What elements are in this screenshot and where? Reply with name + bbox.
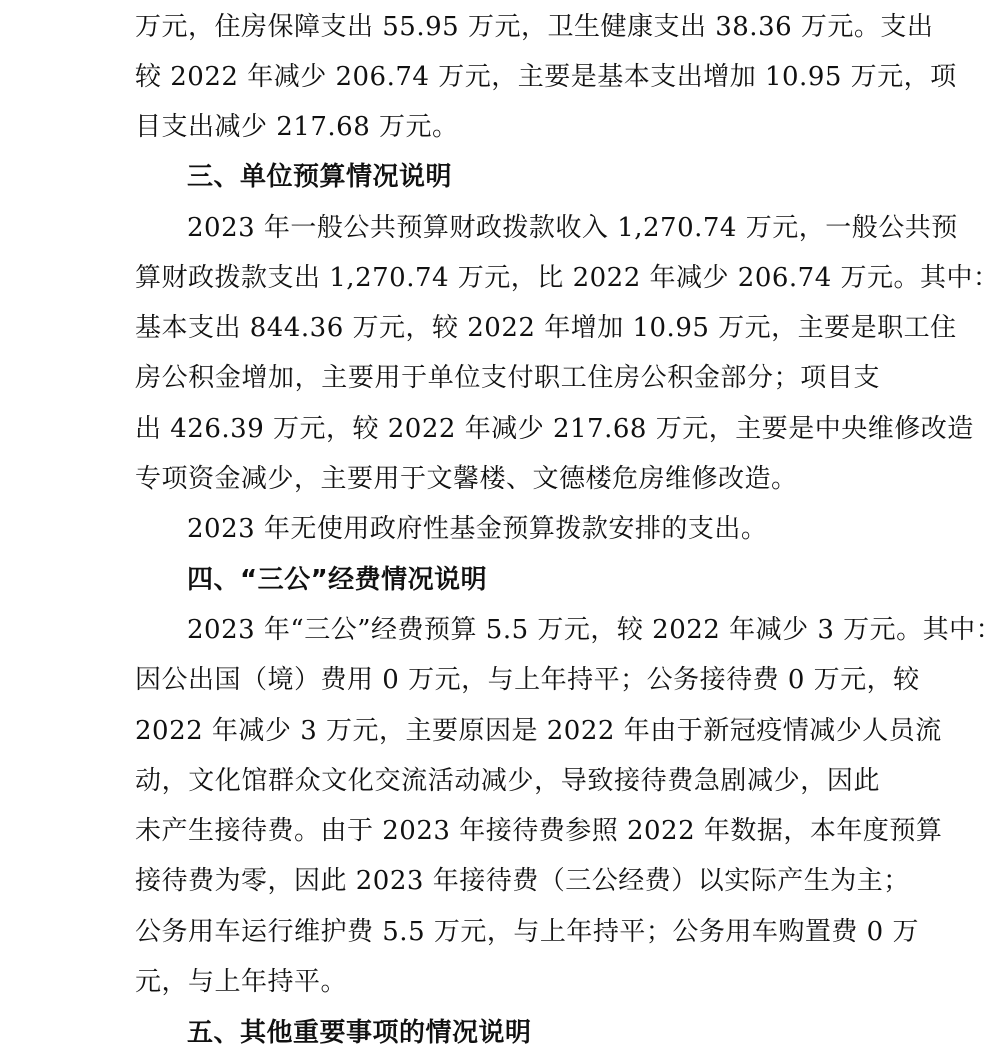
section-heading: 三、单位预算情况说明 xyxy=(187,162,453,192)
body-text-line: 未产生接待费。由于 2023 年接待费参照 2022 年数据，本年度预算 xyxy=(135,816,943,846)
body-text-line: 2023 年无使用政府性基金预算拨款安排的支出。 xyxy=(187,514,768,544)
body-text-line: 2023 年“三公”经费预算 5.5 万元，较 2022 年减少 3 万元。其中： xyxy=(187,615,1002,645)
section-heading: 四、“三公”经费情况说明 xyxy=(187,565,488,595)
body-text-line: 出 426.39 万元，较 2022 年减少 217.68 万元，主要是中央维修改造 xyxy=(135,414,974,444)
body-text-line: 较 2022 年减少 206.74 万元，主要是基本支出增加 10.95 万元，项 xyxy=(135,62,957,92)
section-heading: 五、其他重要事项的情况说明 xyxy=(187,1018,532,1048)
body-text-line: 专项资金减少，主要用于文馨楼、文德楼危房维修改造。 xyxy=(135,464,798,494)
body-text-line: 2022 年减少 3 万元，主要原因是 2022 年由于新冠疫情减少人员流 xyxy=(135,716,942,746)
body-text-line: 公务用车运行维护费 5.5 万元，与上年持平；公务用车购置费 0 万 xyxy=(135,917,919,947)
body-text-line: 2023 年一般公共预算财政拨款收入 1,270.74 万元，一般公共预 xyxy=(187,213,958,243)
body-text-line: 因公出国（境）费用 0 万元，与上年持平；公务接待费 0 万元，较 xyxy=(135,665,920,695)
document-page xyxy=(135,0,1002,1058)
body-text-line: 接待费为零，因此 2023 年接待费（三公经费）以实际产生为主； xyxy=(135,866,910,896)
body-text-line: 元，与上年持平。 xyxy=(135,967,348,997)
body-text-line: 算财政拨款支出 1,270.74 万元，比 2022 年减少 206.74 万元。其中： xyxy=(135,263,1000,293)
body-text-line: 动，文化馆群众文化交流活动减少，导致接待费急剧减少，因此 xyxy=(135,766,880,796)
body-text-line: 房公积金增加，主要用于单位支付职工住房公积金部分；项目支 xyxy=(135,363,880,393)
body-text-line: 目支出减少 217.68 万元。 xyxy=(135,112,459,142)
body-text-line: 基本支出 844.36 万元，较 2022 年增加 10.95 万元，主要是职工住 xyxy=(135,313,957,343)
body-text-line: 万元，住房保障支出 55.95 万元，卫生健康支出 38.36 万元。支出 xyxy=(135,12,934,42)
